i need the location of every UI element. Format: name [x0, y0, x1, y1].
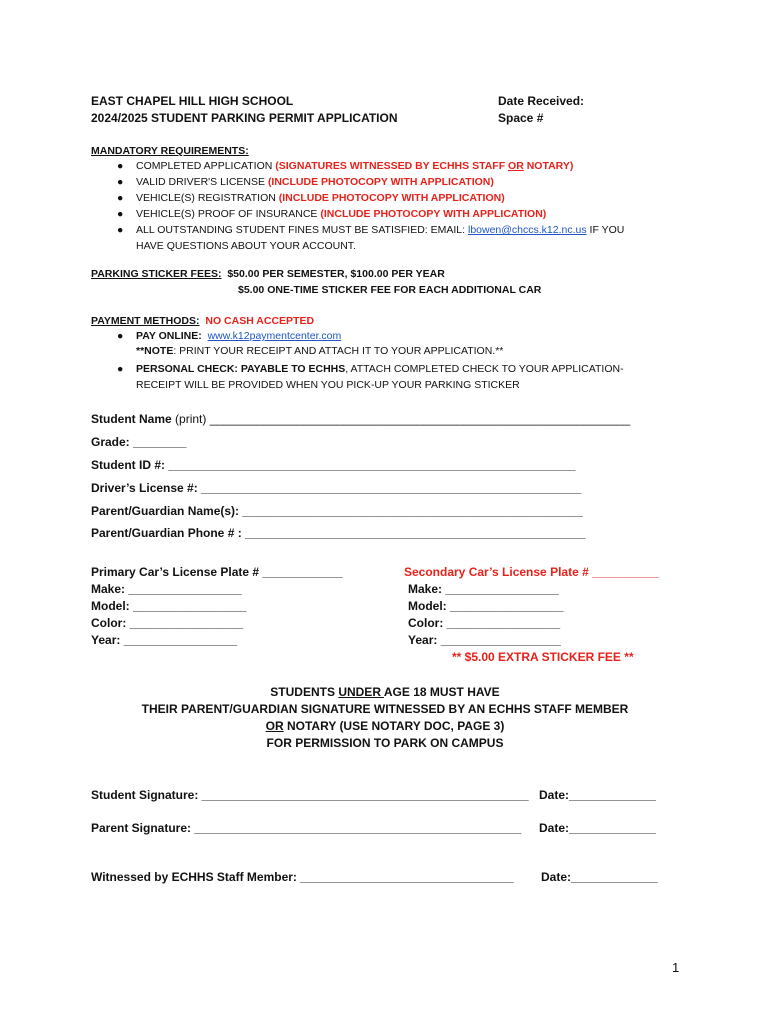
requirements-heading: MANDATORY REQUIREMENTS: — [91, 145, 249, 157]
bullet-icon: ● — [117, 330, 124, 342]
payment-list — [117, 329, 697, 394]
notice-line-1: STUDENTS UNDER AGE 18 MUST HAVE — [270, 685, 500, 699]
bullet-icon: ● — [117, 160, 124, 172]
notice-line-3: OR NOTARY (USE NOTARY DOC, PAGE 3) — [265, 719, 505, 733]
form-title: 2024/2025 STUDENT PARKING PERMIT APPLICATION — [91, 111, 398, 125]
guardian-phone-field[interactable]: Parent/Guardian Phone # : ___________________________________________________ — [91, 526, 586, 540]
bullet-icon: ● — [117, 176, 124, 188]
list-item: ● PAY ONLINE: www.k12paymentcenter.com — [117, 330, 342, 342]
date-received-label: Date Received: — [498, 94, 585, 108]
bullet-icon: ● — [117, 208, 124, 220]
primary-plate-field[interactable]: Primary Car’s License Plate # ____________ — [91, 565, 343, 579]
secondary-year-field[interactable]: Year: __________________ — [408, 633, 561, 647]
secondary-color-field[interactable]: Color: _________________ — [408, 616, 561, 630]
guardian-names-field[interactable]: Parent/Guardian Name(s): ___________________________________________________ — [91, 504, 583, 518]
bullet-icon: ● — [117, 363, 124, 375]
primary-color-field[interactable]: Color: _________________ — [91, 616, 244, 630]
grade-field[interactable]: Grade: ________ — [91, 435, 187, 449]
primary-model-field[interactable]: Model: _________________ — [91, 599, 247, 613]
primary-year-field[interactable]: Year: _________________ — [91, 633, 238, 647]
parent-signature-field[interactable]: Parent Signature: _________________________________________________ — [91, 821, 522, 835]
payment-url-link[interactable]: www.k12paymentcenter.com — [207, 330, 342, 342]
school-name: EAST CHAPEL HILL HIGH SCHOOL — [91, 94, 294, 108]
student-id-field[interactable]: Student ID #: _____________________________________________________________ — [91, 458, 576, 472]
list-item: ● VEHICLE(S) PROOF OF INSURANCE (INCLUDE PHOTOCOPY WITH APPLICATION) — [117, 208, 547, 220]
page-number: 1 — [672, 960, 680, 975]
secondary-model-field[interactable]: Model: _________________ — [408, 599, 564, 613]
drivers-license-field[interactable]: Driver’s License #: _________________________________________________________ — [91, 481, 582, 495]
fees-line-2: $5.00 ONE-TIME STICKER FEE FOR EACH ADDITIONAL CAR — [238, 284, 542, 296]
bullet-icon: ● — [117, 192, 124, 204]
payment-heading-line — [91, 314, 314, 329]
fees-line-1: PARKING STICKER FEES: $50.00 PER SEMESTER, $100.00 PER YEAR — [91, 268, 445, 280]
student-name-field[interactable]: Student Name (print) _______________________________________________________________ — [91, 412, 631, 426]
list-item-continuation: RECEIPT WILL BE PROVIDED WHEN YOU PICK-UP YOUR PARKING STICKER — [136, 379, 520, 391]
list-item-continuation: HAVE QUESTIONS ABOUT YOUR ACCOUNT. — [136, 240, 356, 252]
space-label: Space # — [498, 111, 544, 125]
list-item-note: **NOTE: PRINT YOUR RECEIPT AND ATTACH IT TO YOUR APPLICATION.** — [136, 345, 504, 357]
parent-date-field[interactable]: Date:_____________ — [539, 821, 656, 835]
student-signature-field[interactable]: Student Signature: _________________________________________________ — [91, 788, 529, 802]
secondary-make-field[interactable]: Make: _________________ — [408, 582, 559, 596]
fees-heading: PARKING STICKER FEES: — [91, 268, 222, 280]
bullet-icon: ● — [117, 224, 124, 236]
list-item: ● PERSONAL CHECK: PAYABLE TO ECHHS, ATTACH COMPLETED CHECK TO YOUR APPLICATION- — [117, 363, 624, 375]
secondary-plate-field[interactable]: Secondary Car’s License Plate # __________ — [404, 565, 659, 579]
list-item: ● VEHICLE(S) REGISTRATION (INCLUDE PHOTOCOPY WITH APPLICATION) — [117, 192, 505, 204]
primary-make-field[interactable]: Make: _________________ — [91, 582, 242, 596]
student-date-field[interactable]: Date:_____________ — [539, 788, 656, 802]
witness-signature-field[interactable]: Witnessed by ECHHS Staff Member: ________________________________ — [91, 870, 514, 884]
list-item: ● COMPLETED APPLICATION (SIGNATURES WITNESSED BY ECHHS STAFF OR NOTARY) — [117, 160, 574, 172]
requirements-list — [117, 159, 677, 254]
list-item: ● ALL OUTSTANDING STUDENT FINES MUST BE SATISFIED: EMAIL: lbowen@chccs.k12.nc.us IF YOU — [117, 224, 625, 236]
email-link[interactable]: lbowen@chccs.k12.nc.us — [467, 224, 587, 236]
payment-heading: PAYMENT METHODS: — [91, 315, 200, 327]
witness-date-field[interactable]: Date:_____________ — [541, 870, 658, 884]
extra-fee-note: ** $5.00 EXTRA STICKER FEE ** — [452, 650, 634, 664]
list-item: ● VALID DRIVER'S LICENSE (INCLUDE PHOTOCOPY WITH APPLICATION) — [117, 176, 494, 188]
notice-line-4: FOR PERMISSION TO PARK ON CAMPUS — [266, 736, 504, 750]
no-cash-note: NO CASH ACCEPTED — [205, 315, 315, 327]
notice-line-2: THEIR PARENT/GUARDIAN SIGNATURE WITNESSED BY AN ECHHS STAFF MEMBER — [141, 702, 629, 716]
